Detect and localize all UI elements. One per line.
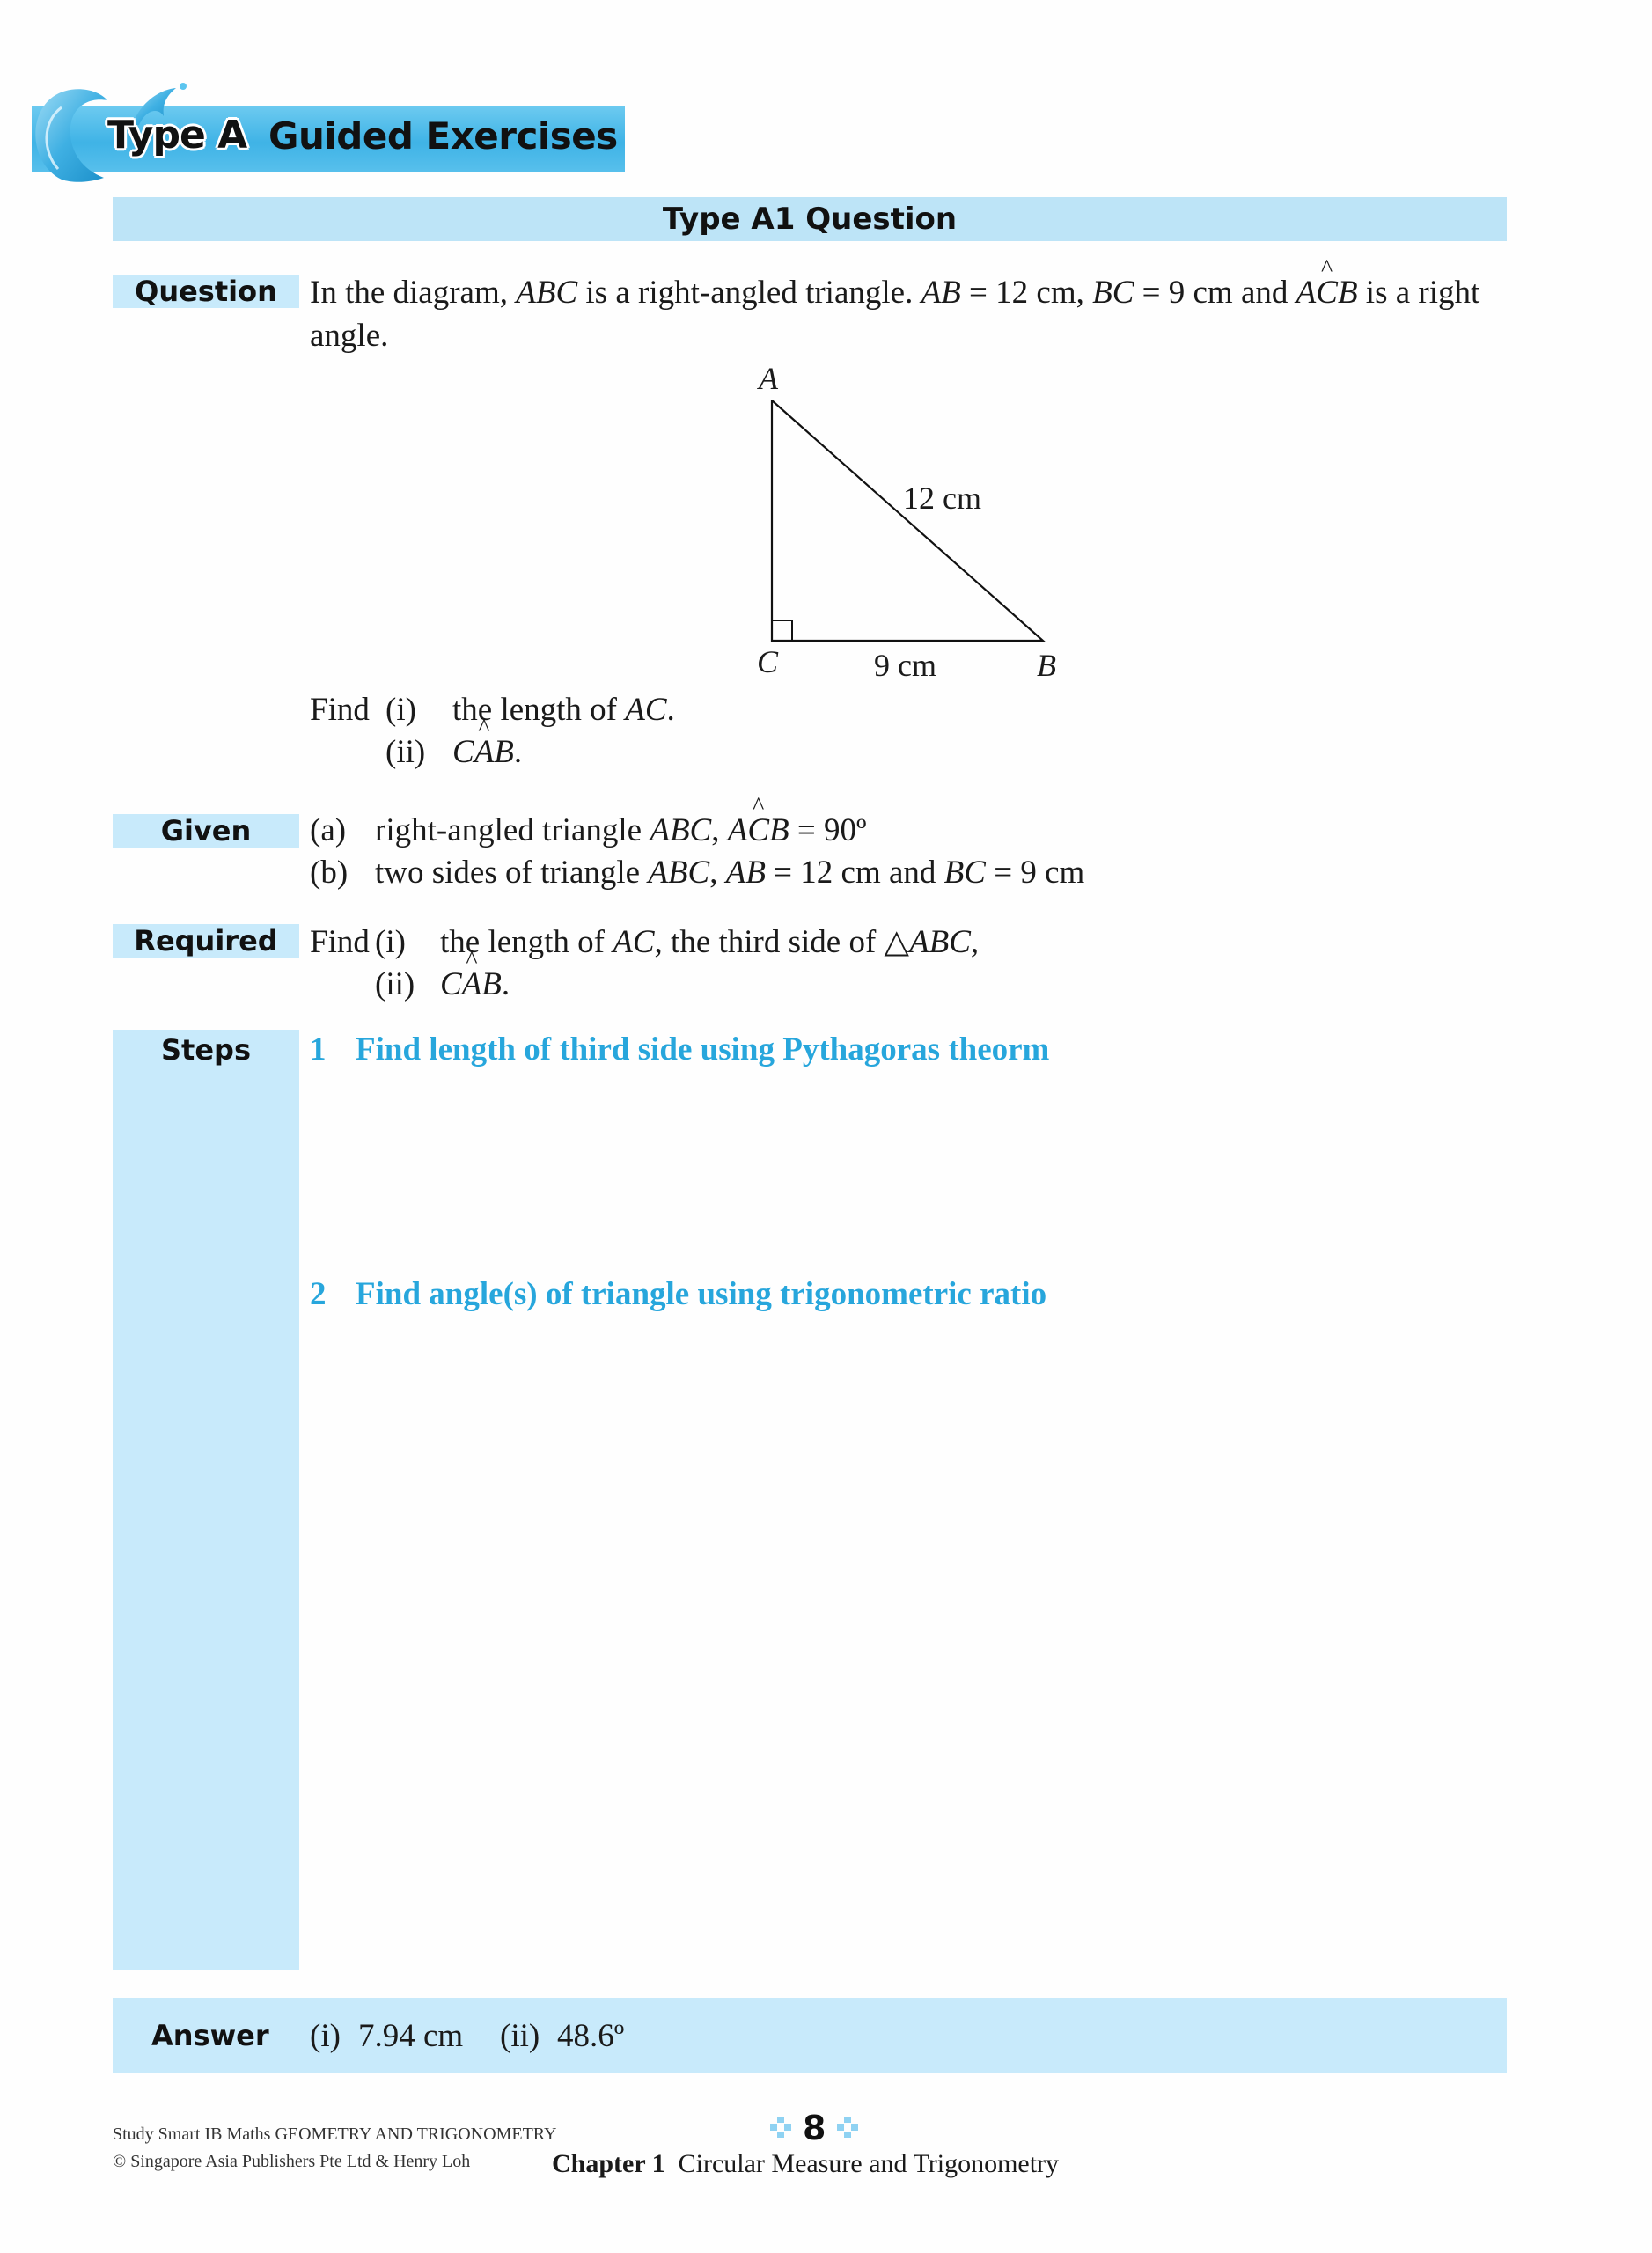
side-bc-label: 9 cm (874, 648, 936, 683)
vertex-c-label: C (757, 644, 779, 679)
required-i: the length of AC, the third side of △ABC, (440, 924, 980, 960)
step-1: 1 Find length of third side using Pythagoras theorm (310, 1031, 1050, 1068)
required-ii: CA ^B. (440, 968, 510, 1001)
answer-ii-num: (ii) (500, 2018, 540, 2054)
right-angle-marker (772, 620, 792, 641)
given-b-num: (b) (310, 855, 349, 891)
page-number: 8 (803, 2109, 826, 2147)
question-text-line1: In the diagram, ABC is a right-angled triangle. AB = 12 cm, BC = 9 cm and AC ^B is a right (310, 276, 1479, 309)
diamond-ornament-left-icon (769, 2116, 792, 2139)
required-find-word: Find (310, 924, 370, 960)
question-find-ii: CA ^B. (452, 736, 522, 768)
required-label: Required (113, 924, 299, 958)
vertex-a-label: A (759, 361, 778, 396)
triangle-abc (772, 400, 1043, 641)
answer-i-value: 7.94 cm (358, 2018, 464, 2054)
steps-label-column (113, 1030, 299, 1970)
question-find-word: Find (310, 692, 370, 728)
section-header (113, 197, 1507, 241)
vertex-b-label: B (1037, 648, 1056, 683)
steps-label: Steps (161, 1033, 251, 1067)
required-i-num: (i) (375, 924, 406, 960)
answer-label: Answer (151, 2019, 269, 2052)
step-2: 2 Find angle(s) of triangle using trigonometric ratio (310, 1276, 1047, 1312)
footer-chapter (552, 2149, 1059, 2179)
banner-type-label: Type A (107, 113, 247, 158)
chapter-label: Chapter 1 (552, 2149, 665, 2178)
footer-copyright: © Singapore Asia Publishers Pte Ltd & Henry Loh (113, 2152, 471, 2171)
side-ab-label: 12 cm (903, 481, 981, 516)
triangle-diagram (722, 352, 1091, 686)
chapter-title: Circular Measure and Trigonometry (678, 2149, 1060, 2178)
question-text-line2: angle. (310, 318, 389, 354)
given-a-num: (a) (310, 812, 347, 848)
footer-book-title: Study Smart IB Maths GEOMETRY AND TRIGONOMETRY (113, 2125, 557, 2144)
section-title: Type A1 Question (662, 202, 958, 237)
banner-title: Guided Exercises (268, 114, 618, 158)
given-label: Given (113, 814, 299, 848)
answer-i-num: (i) (310, 2018, 341, 2054)
question-find-i-num: (i) (385, 692, 416, 728)
question-find-ii-num: (ii) (385, 734, 426, 770)
question-label: Question (113, 275, 299, 308)
required-ii-num: (ii) (375, 966, 415, 1002)
answer-ii-value: 48.6º (557, 2018, 625, 2054)
given-b: two sides of triangle ABC, AB = 12 cm and BC = 9 cm (375, 855, 1085, 891)
diamond-ornament-right-icon (836, 2116, 859, 2139)
given-a: right-angled triangle ABC, AC ^B = 90º (375, 814, 866, 847)
question-find-i: the length of AC. (452, 692, 675, 728)
